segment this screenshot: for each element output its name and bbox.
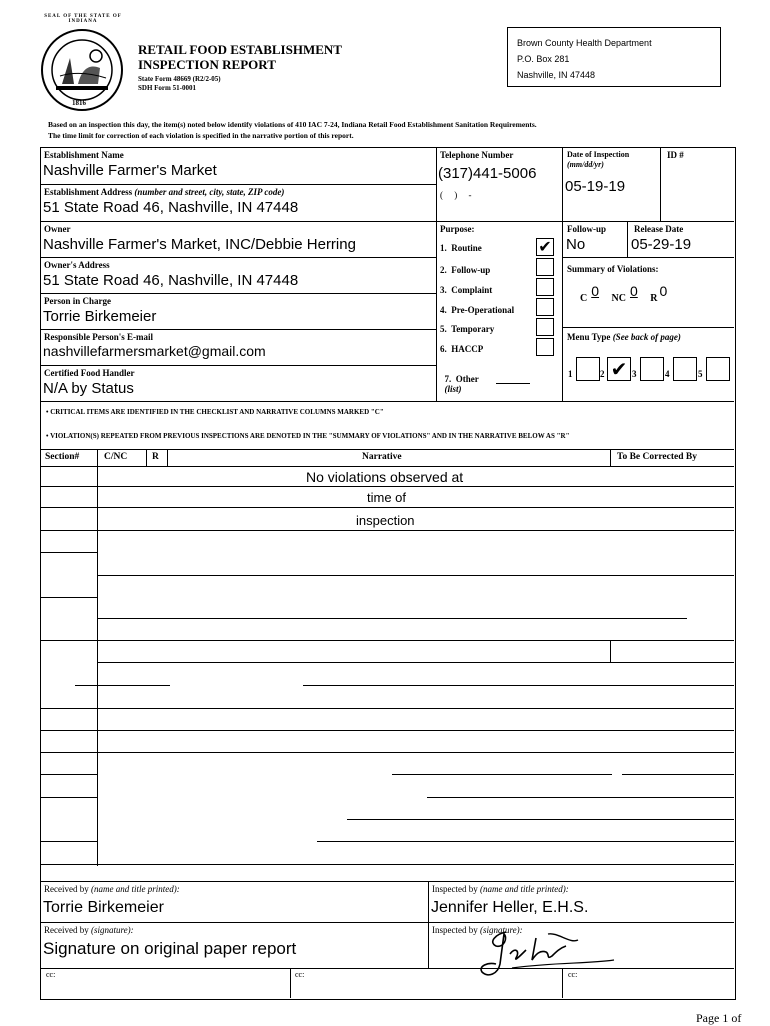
form-line1: State Form 48669 (R2/2-05): [138, 75, 221, 83]
establishment-name-value: Nashville Farmer's Market: [43, 162, 217, 179]
col-cnc-header: C/NC: [104, 452, 128, 462]
col-corrected-header: To Be Corrected By: [617, 452, 697, 462]
seal-caption: SEAL OF THE STATE OF INDIANA: [44, 14, 122, 24]
received-signature-value: Signature on original paper report: [43, 939, 297, 958]
critical-note: • CRITICAL ITEMS ARE IDENTIFIED IN THE CHECKLIST AND NARRATIVE COLUMNS MARKED "C": [46, 408, 384, 416]
menu-checkbox-4[interactable]: [673, 357, 697, 381]
inspected-signature-text: Inspected by: [432, 925, 478, 935]
menu-num-3: 3: [632, 369, 637, 379]
release-value: 05-29-19: [631, 236, 692, 253]
cc-2: cc:: [295, 970, 305, 979]
cc-1: cc:: [46, 970, 56, 979]
purpose-label: Purpose:: [440, 224, 475, 234]
date-label: [567, 150, 629, 170]
received-signature-label: [44, 925, 134, 935]
purpose-item-haccp: 6. HACCP: [440, 344, 484, 354]
inspected-by-hint: (name and title printed):: [479, 884, 569, 894]
release-label: Release Date: [634, 224, 684, 234]
received-by-label: [44, 884, 180, 894]
purpose-checkbox-temporary[interactable]: [536, 318, 554, 336]
purpose-checkbox-complaint[interactable]: [536, 278, 554, 296]
report-title-line1: RETAIL FOOD ESTABLISHMENT: [138, 42, 342, 57]
inspected-by-text: Inspected by: [432, 884, 478, 894]
menu-num-4: 4: [665, 369, 670, 379]
purpose-checkbox-haccp[interactable]: [536, 338, 554, 356]
menu-num-2: 2: [600, 369, 605, 379]
purpose-item-temporary: 5. Temporary: [440, 324, 495, 334]
purpose-item-complaint: 3. Complaint: [440, 285, 493, 295]
purpose-checkbox-followup[interactable]: [536, 258, 554, 276]
noncritical-label: NC: [611, 293, 626, 304]
address-label-text: Establishment Address: [44, 187, 133, 197]
address-label: [44, 187, 284, 197]
seal-year: 1816: [72, 99, 86, 107]
inspected-by-value: Jennifer Heller, E.H.S.: [431, 899, 589, 916]
critical-count: 0: [591, 283, 600, 299]
food-handler-value: N/A by Status: [43, 380, 134, 397]
purpose-item-followup: 2. Follow-up: [440, 265, 491, 275]
inspected-signature-hint: (signature):: [479, 925, 523, 935]
cc-3: cc:: [568, 970, 578, 979]
menu-type-text: Menu Type: [567, 332, 611, 342]
telephone-value: (317)441-5006: [438, 165, 537, 182]
intro-line1: Based on an inspection this day, the item(s) noted below identify violations of 410 IAC 7-24, Indiana Retail Food Establishment Sanitation Requirements.: [48, 120, 537, 129]
department-name: Brown County Health Department: [517, 38, 652, 48]
menu-checkbox-1[interactable]: [576, 357, 600, 381]
purpose-item-routine: 1. Routine: [440, 243, 482, 253]
menu-checkbox-2[interactable]: ✔: [607, 357, 631, 381]
col-narrative-header: Narrative: [362, 452, 402, 462]
received-by-hint: (name and title printed):: [90, 884, 180, 894]
email-label: Responsible Person's E-mail: [44, 332, 154, 342]
owner-label: Owner: [44, 224, 71, 234]
person-in-charge-label: Person in Charge: [44, 296, 111, 306]
followup-label: Follow-up: [567, 224, 607, 234]
inspected-by-label: [432, 884, 569, 894]
critical-label: C: [580, 293, 588, 304]
received-signature-text: Received by: [44, 925, 89, 935]
repeat-label: R: [650, 293, 658, 304]
noncritical-count: 0: [629, 283, 638, 299]
menu-type-label: [567, 332, 681, 342]
address-label-hint: (number and street, city, state, ZIP code): [134, 187, 285, 197]
received-by-text: Received by: [44, 884, 89, 894]
purpose-checkbox-routine[interactable]: ✔: [536, 238, 554, 256]
received-signature-hint: (signature):: [90, 925, 134, 935]
narrative-line-2: time of: [367, 490, 407, 505]
owner-address-label: Owner's Address: [44, 260, 110, 270]
narrative-line-3: inspection: [356, 513, 415, 528]
menu-type-hint: (See back of page): [612, 332, 681, 342]
date-value: 05-19-19: [565, 178, 626, 195]
food-handler-label: Certified Food Handler: [44, 368, 135, 378]
person-in-charge-value: Torrie Birkemeier: [43, 308, 157, 325]
menu-checkbox-5[interactable]: [706, 357, 730, 381]
purpose-checkbox-preoperational[interactable]: [536, 298, 554, 316]
form-number: [138, 75, 221, 93]
date-label-hint: (mm/dd/yr): [567, 160, 604, 169]
department-address2: Nashville, IN 47448: [517, 70, 596, 80]
purpose-other-label: 7. Other: [444, 374, 479, 384]
establishment-name-label: Establishment Name: [44, 150, 124, 160]
col-r-header: R: [152, 452, 159, 462]
department-box: [507, 27, 721, 87]
page-number: Page 1 of: [696, 1011, 742, 1025]
purpose-item-preoperational: 4. Pre-Operational: [440, 305, 515, 315]
telephone-label: Telephone Number: [440, 150, 514, 160]
address-value: 51 State Road 46, Nashville, IN 47448: [43, 199, 299, 216]
date-label-text: Date of Inspection: [567, 150, 630, 159]
narrative-line-1: No violations observed at: [306, 469, 464, 485]
email-value: nashvillefarmersmarket@gmail.com: [43, 343, 266, 359]
menu-type-options: [567, 357, 732, 381]
report-title: [138, 42, 342, 72]
owner-address-value: 51 State Road 46, Nashville, IN 47448: [43, 272, 299, 289]
menu-num-5: 5: [698, 369, 703, 379]
purpose-item-other: [440, 364, 479, 394]
owner-value: Nashville Farmer's Market, INC/Debbie Herring: [43, 236, 356, 253]
menu-checkbox-3[interactable]: [640, 357, 664, 381]
purpose-other-hint: (list): [444, 384, 462, 394]
telephone-secondary: ( ) -: [440, 190, 472, 200]
repeated-note: • VIOLATION(S) REPEATED FROM PREVIOUS INSPECTIONS ARE DENOTED IN THE "SUMMARY OF VIOLATIONS" AND IN THE NARRATIVE BELOW AS "R": [46, 432, 570, 440]
intro-line2: The time limit for correction of each violation is specified in the narrative portion of this report.: [48, 131, 354, 140]
form-line2: SDH Form 51-0001: [138, 84, 196, 92]
inspector-signature-drawing: [466, 924, 616, 984]
department-address1: P.O. Box 281: [517, 54, 570, 64]
id-label: ID #: [667, 150, 684, 160]
menu-num-1: 1: [568, 369, 573, 379]
intro-text: [48, 119, 758, 141]
report-title-line2: INSPECTION REPORT: [138, 57, 276, 72]
summary-counts: [580, 283, 669, 304]
followup-value: No: [566, 236, 586, 253]
repeat-count: 0: [659, 283, 668, 299]
received-by-value: Torrie Birkemeier: [43, 899, 164, 916]
summary-label: Summary of Violations:: [567, 264, 659, 274]
col-section-header: Section#: [45, 452, 80, 462]
